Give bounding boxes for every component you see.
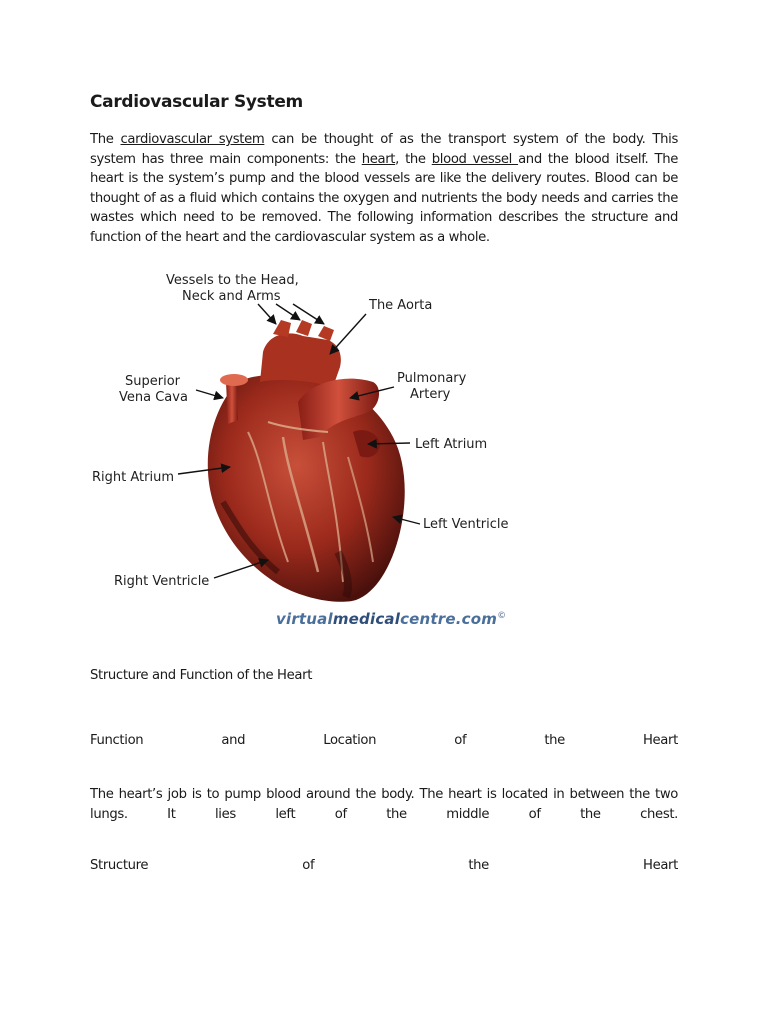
intro-paragraph: [90, 130, 678, 248]
label-left-ventricle: Left Ventricle: [423, 517, 509, 532]
label-vessels-line2: Neck and Arms: [182, 289, 281, 304]
label-right-ventricle: Right Ventricle: [114, 574, 210, 589]
link-heart[interactable]: heart: [361, 151, 396, 167]
watermark-part: centre.com: [400, 610, 498, 628]
label-svc-line2: Vena Cava: [119, 390, 188, 405]
subheading-structure: [90, 858, 678, 873]
watermark-part: medical: [332, 610, 401, 628]
page-title: Cardiovascular System: [90, 92, 303, 112]
heart-body: [208, 320, 405, 602]
intro-text: The: [90, 132, 121, 147]
label-pulmonary-line1: Pulmonary: [397, 371, 467, 386]
label-vessels-line1: Vessels to the Head,: [166, 273, 299, 288]
intro-text: and the blood itself. The heart is the system’s pump and the blood vessels are like the delivery routes. Blood can be thought of as a fluid which contains the oxygen and nutrients the body needs and carries the wastes which need to be removed. The following information describes the structure and function of the heart and the cardiovascular system as a whole.: [90, 151, 678, 245]
subheading-word: of: [454, 733, 467, 748]
subheading-word: Heart: [643, 858, 678, 873]
heart-illustration: [88, 262, 528, 637]
subheading-function-location: [90, 733, 678, 748]
intro-text: can be thought of as the transport system of the body. This system has three main components: the: [90, 132, 678, 167]
link-blood-vessel[interactable]: blood vessel: [431, 151, 519, 167]
subheading-word: the: [468, 858, 489, 873]
subheading-word: the: [544, 733, 565, 748]
intro-text: , the: [395, 151, 432, 167]
subheading-word: Structure: [90, 858, 149, 873]
label-right-atrium: Right Atrium: [92, 470, 174, 485]
subheading-word: Function: [90, 733, 144, 748]
watermark-copyright: ©: [497, 611, 507, 621]
watermark-part: virtual: [276, 610, 333, 628]
subheading-word: Heart: [642, 733, 678, 748]
label-aorta: The Aorta: [369, 298, 433, 313]
subheading-word: and: [221, 733, 246, 748]
label-svc-line1: Superior: [125, 374, 180, 389]
subheading-word: of: [302, 858, 315, 873]
label-pulmonary-line2: Artery: [410, 387, 451, 402]
watermark-logo: [276, 610, 536, 628]
heart-diagram: [88, 262, 528, 637]
section-heading: Structure and Function of the Heart: [90, 668, 313, 683]
heart-function-paragraph: The heart’s job is to pump blood around the body. The heart is located in between the two lungs. It lies left of the middle of the chest.: [90, 787, 678, 822]
subheading-word: Location: [323, 733, 377, 748]
label-left-atrium: Left Atrium: [415, 437, 488, 452]
link-cardiovascular-system[interactable]: cardiovascular system: [120, 132, 265, 147]
